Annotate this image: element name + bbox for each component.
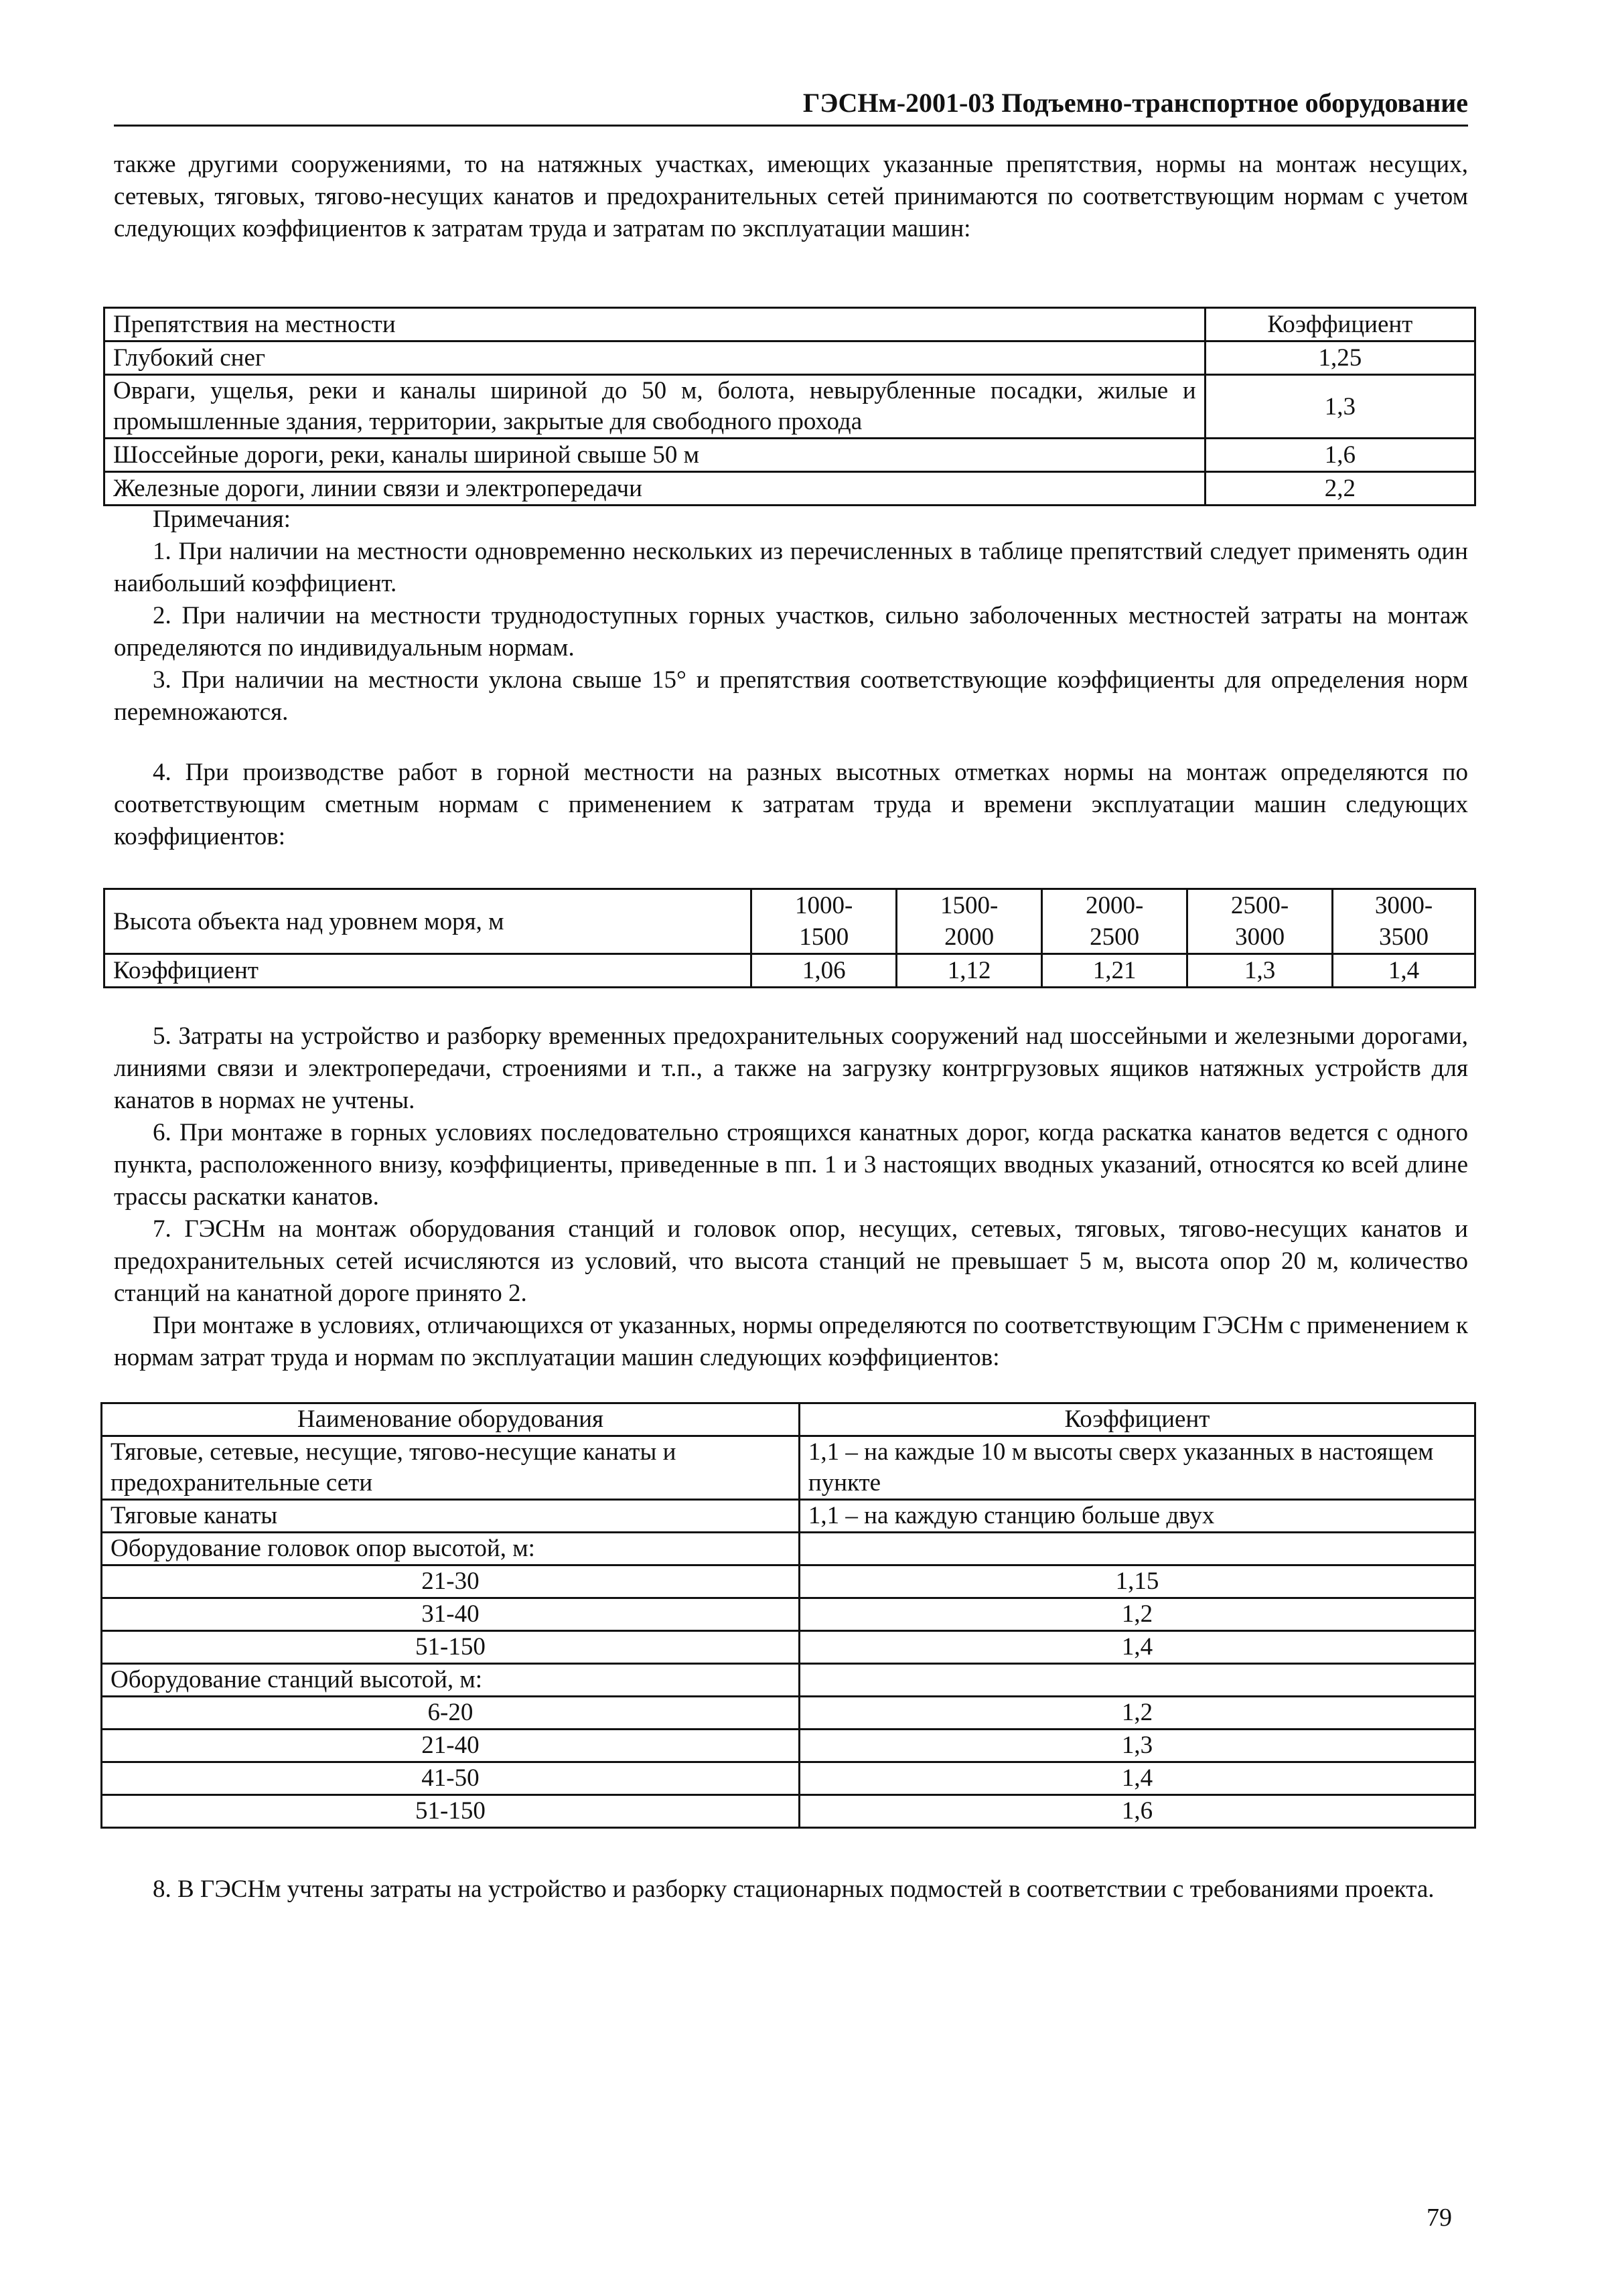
section-8 [114, 1873, 1468, 1906]
table-row [104, 341, 1475, 375]
table-cell: 1,06 [751, 954, 897, 988]
table-cell: 2000-2500 [1042, 889, 1187, 954]
intro-section [114, 149, 1468, 245]
table-header-cell: Наименование оборудования [102, 1403, 800, 1436]
table-cell: 1,2 [799, 1697, 1475, 1730]
note-item: 2. При наличии на местности труднодоступных горных участков, сильно заболоченных местностей затраты на монтаж определяются по индивидуальным нормам. [114, 602, 1468, 662]
table-cell: 1,25 [1205, 341, 1475, 375]
table-cell: Шоссейные дороги, реки, каналы шириной свыше 50 м [104, 439, 1206, 472]
section-5-7 [114, 1020, 1468, 1374]
table-cell: 1,3 [799, 1730, 1475, 1762]
table-cell: Тяговые канаты [102, 1500, 800, 1533]
table-cell: 1,4 [799, 1762, 1475, 1795]
table-row [102, 1762, 1475, 1795]
table-cell [799, 1533, 1475, 1565]
table-header-cell: Коэффициент [1205, 308, 1475, 341]
table-cell: 1,4 [1333, 954, 1475, 988]
equipment-table [100, 1402, 1476, 1829]
table-cell: 1000-1500 [751, 889, 897, 954]
intro-paragraph: также другими сооружениями, то на натяжных участках, имеющих указанные препятствия, нормы на монтаж несущих, сетевых, тяговых, тягово-несущих канатов и предохранительных сетей принимаются по соответствующим нормам с учетом следующих коэффициентов к затратам труда и затратам по эксплуатации машин: [114, 151, 1468, 242]
notes-title: Примечания: [153, 506, 291, 533]
table-header-row [104, 308, 1475, 341]
table-cell: 1,12 [897, 954, 1042, 988]
notes-section [114, 504, 1468, 729]
table-cell: 6-20 [102, 1697, 800, 1730]
equipment-table-wrap [100, 1402, 1476, 1829]
table-row [102, 1795, 1475, 1828]
table-row [102, 1598, 1475, 1631]
table-cell: Тяговые, сетевые, несущие, тягово-несущие канаты и предохранительные сети [102, 1436, 800, 1500]
table-cell: 1500-2000 [897, 889, 1042, 954]
page-header: ГЭСНм-2001-03 Подъемно-транспортное оборудование [114, 86, 1468, 127]
table-cell: 21-30 [102, 1565, 800, 1598]
table-cell: 2500-3000 [1187, 889, 1333, 954]
table-row [102, 1730, 1475, 1762]
paragraph-5: 5. Затраты на устройство и разборку временных предохранительных сооружений над шоссейными и железными дорогами, линиями связи и электропередачи, строениями и т.п., а также на загрузку контргрузовых ящиков натяжных устройств для канатов в нормах не учтены. [114, 1022, 1468, 1114]
table-row [102, 1500, 1475, 1533]
note-item: 3. При наличии на местности уклона свыше 15° и препятствия соответствующие коэффициенты для определения норм перемножаются. [114, 666, 1468, 726]
table-cell: Коэффициент [104, 954, 751, 988]
obstacles-table-wrap [103, 307, 1476, 506]
table-row [102, 1664, 1475, 1697]
table-row [104, 472, 1475, 506]
paragraph-6: 6. При монтаже в горных условиях последовательно строящихся канатных дорог, когда раскатка канатов ведется с одного пункта, расположенного внизу, коэффициенты, приведенные в пп. 1 и 3 настоящих вводных указаний, относятся ко всей длине трассы раскатки канатов. [114, 1119, 1468, 1211]
table-cell: 3000-3500 [1333, 889, 1475, 954]
table-row [104, 954, 1475, 988]
table-header-cell: Препятствия на местности [104, 308, 1206, 341]
paragraph-7b: При монтаже в условиях, отличающихся от указанных, нормы определяются по соответствующим ГЭСНм с применением к нормам затрат труда и нормам по эксплуатации машин следующих коэффициентов: [114, 1312, 1468, 1371]
table-cell: 31-40 [102, 1598, 800, 1631]
table-cell: 21-40 [102, 1730, 800, 1762]
table-cell: 1,21 [1042, 954, 1187, 988]
table-cell: 51-150 [102, 1631, 800, 1664]
paragraph-4: 4. При производстве работ в горной местности на разных высотных отметках нормы на монтаж определяются по соответствующим сметным нормам с применением к затратам труда и времени эксплуатации машин следующих коэффициентов: [114, 759, 1468, 850]
page-number: 79 [1427, 2204, 1452, 2232]
table-header-cell: Коэффициент [799, 1403, 1475, 1436]
table-cell: 1,3 [1187, 954, 1333, 988]
table-cell: 1,4 [799, 1631, 1475, 1664]
table-cell: 41-50 [102, 1762, 800, 1795]
table-row [104, 889, 1475, 954]
obstacles-table [103, 307, 1476, 506]
table-cell: 1,6 [1205, 439, 1475, 472]
altitude-table [103, 888, 1476, 988]
section-4 [114, 757, 1468, 853]
table-cell: Оборудование головок опор высотой, м: [102, 1533, 800, 1565]
table-row [102, 1631, 1475, 1664]
table-cell: Высота объекта над уровнем моря, м [104, 889, 751, 954]
table-cell: Глубокий снег [104, 341, 1206, 375]
table-cell: 1,6 [799, 1795, 1475, 1828]
paragraph-7: 7. ГЭСНм на монтаж оборудования станций и головок опор, несущих, сетевых, тяговых, тягово-несущих канатов и предохранительных сетей исчисляются из условий, что высота станций не превышает 5 м, высота опор 20 м, количество станций на канатной дороге принято 2. [114, 1215, 1468, 1307]
table-row [102, 1565, 1475, 1598]
table-cell: 1,2 [799, 1598, 1475, 1631]
table-row [102, 1533, 1475, 1565]
table-cell: 1,1 – на каждую станцию больше двух [799, 1500, 1475, 1533]
table-row [102, 1697, 1475, 1730]
table-cell: Овраги, ущелья, реки и каналы шириной до 50 м, болота, невырубленные посадки, жилые и промышленные здания, территории, закрытые для свободного прохода [104, 375, 1206, 439]
altitude-table-wrap [103, 888, 1476, 988]
table-row [104, 439, 1475, 472]
table-cell: 1,15 [799, 1565, 1475, 1598]
table-cell: 2,2 [1205, 472, 1475, 506]
table-row [104, 375, 1475, 439]
table-cell: 1,1 – на каждые 10 м высоты сверх указанных в настоящем пункте [799, 1436, 1475, 1500]
table-header-row [102, 1403, 1475, 1436]
table-cell: Железные дороги, линии связи и электропередачи [104, 472, 1206, 506]
note-item: 1. При наличии на местности одновременно нескольких из перечисленных в таблице препятствий следует применять один наибольший коэффициент. [114, 538, 1468, 597]
table-cell: 51-150 [102, 1795, 800, 1828]
table-cell [799, 1664, 1475, 1697]
paragraph-8: 8. В ГЭСНм учтены затраты на устройство и разборку стационарных подмостей в соответствии с требованиями проекта. [153, 1876, 1435, 1903]
table-row [102, 1436, 1475, 1500]
table-cell: Оборудование станций высотой, м: [102, 1664, 800, 1697]
table-cell: 1,3 [1205, 375, 1475, 439]
